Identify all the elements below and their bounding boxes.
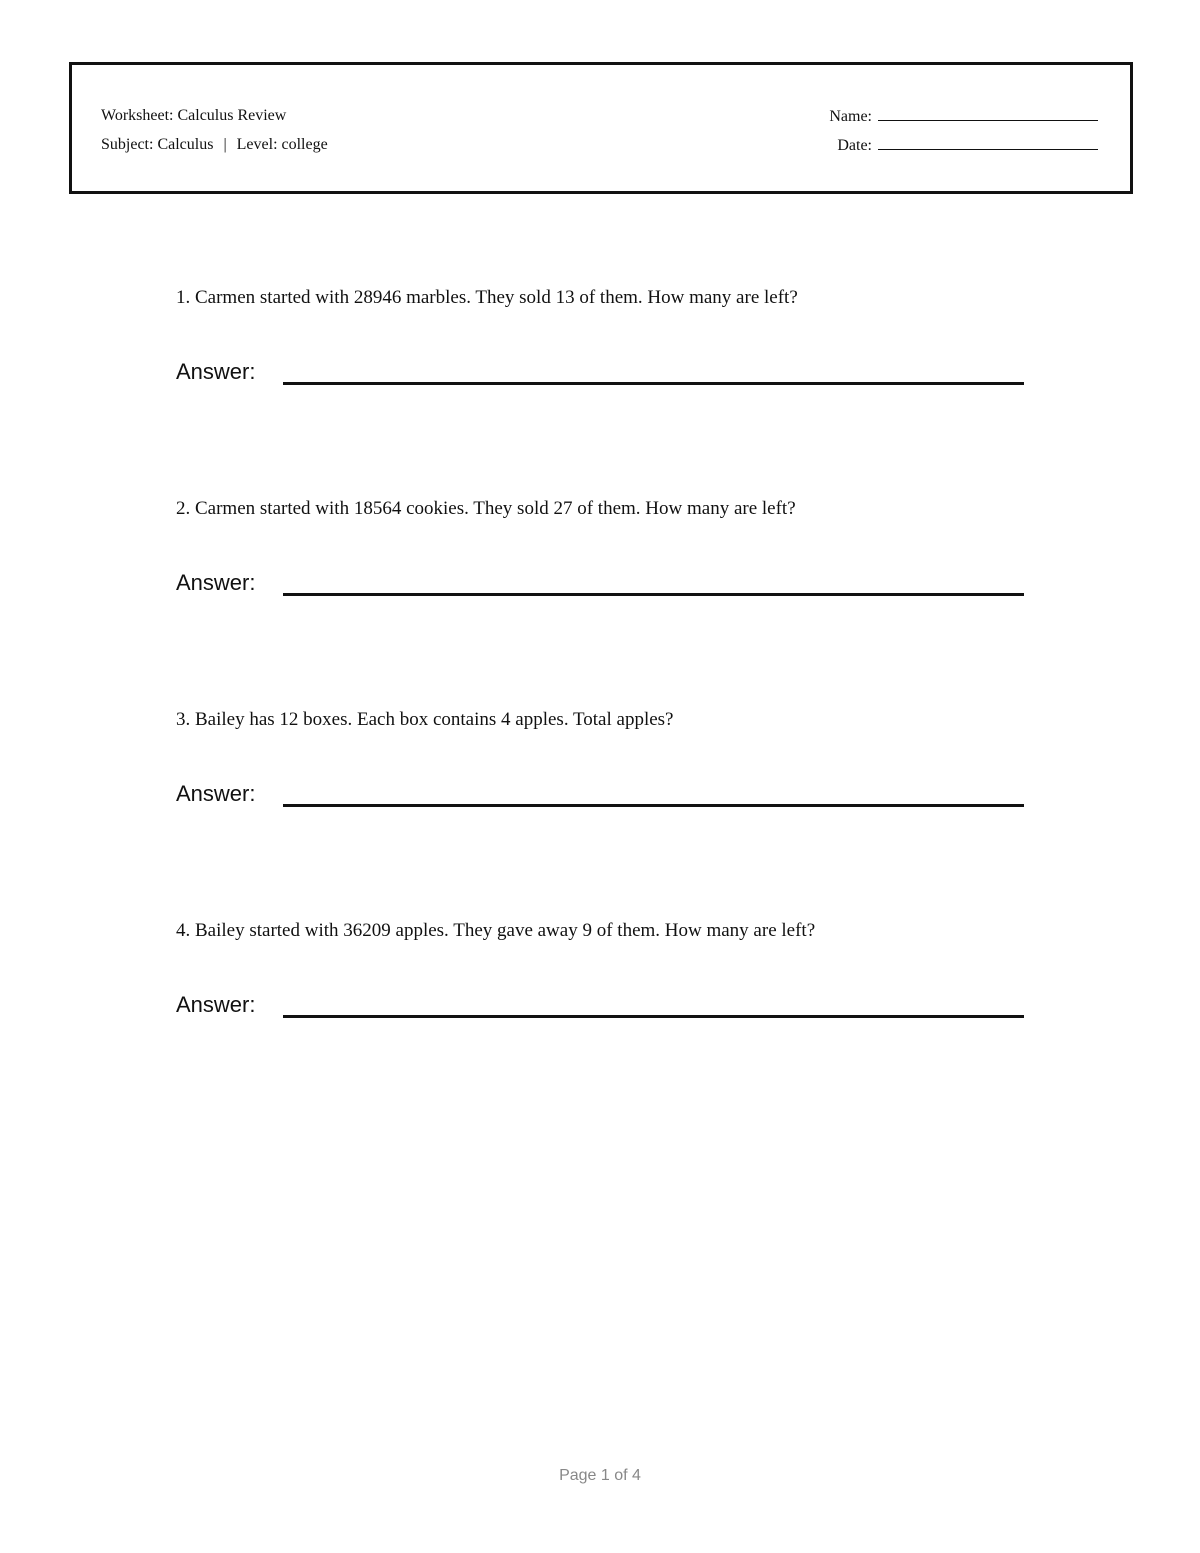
date-blank[interactable] xyxy=(878,135,1098,150)
answer-line-2[interactable] xyxy=(283,593,1024,596)
answer-label-2: Answer: xyxy=(176,570,256,595)
date-label: Date: xyxy=(837,137,872,154)
subject-label: Subject: Calculus xyxy=(101,136,214,153)
answer-line-4[interactable] xyxy=(283,1015,1024,1018)
answer-label-1: Answer: xyxy=(176,359,256,384)
name-blank[interactable] xyxy=(878,106,1098,121)
question-2: 2. Carmen started with 18564 cookies. They sold 27 of them. How many are left? xyxy=(176,498,796,519)
answer-label-4: Answer: xyxy=(176,992,256,1017)
worksheet-title: Worksheet: Calculus Review xyxy=(101,107,287,124)
page-indicator: Page 1 of 4 xyxy=(559,1467,641,1484)
question-1: 1. Carmen started with 28946 marbles. They sold 13 of them. How many are left? xyxy=(176,287,798,308)
name-field[interactable] xyxy=(829,106,1098,127)
meta-separator: | xyxy=(223,136,227,153)
answer-line-1[interactable] xyxy=(283,382,1024,385)
level-label: Level: college xyxy=(236,136,328,153)
name-label: Name: xyxy=(829,108,872,125)
date-field[interactable] xyxy=(837,135,1098,156)
worksheet-header xyxy=(69,62,1133,194)
worksheet-meta xyxy=(101,135,328,155)
question-4: 4. Bailey started with 36209 apples. They gave away 9 of them. How many are left? xyxy=(176,920,816,941)
question-3: 3. Bailey has 12 boxes. Each box contains 4 apples. Total apples? xyxy=(176,709,674,730)
answer-line-3[interactable] xyxy=(283,804,1024,807)
answer-label-3: Answer: xyxy=(176,781,256,806)
